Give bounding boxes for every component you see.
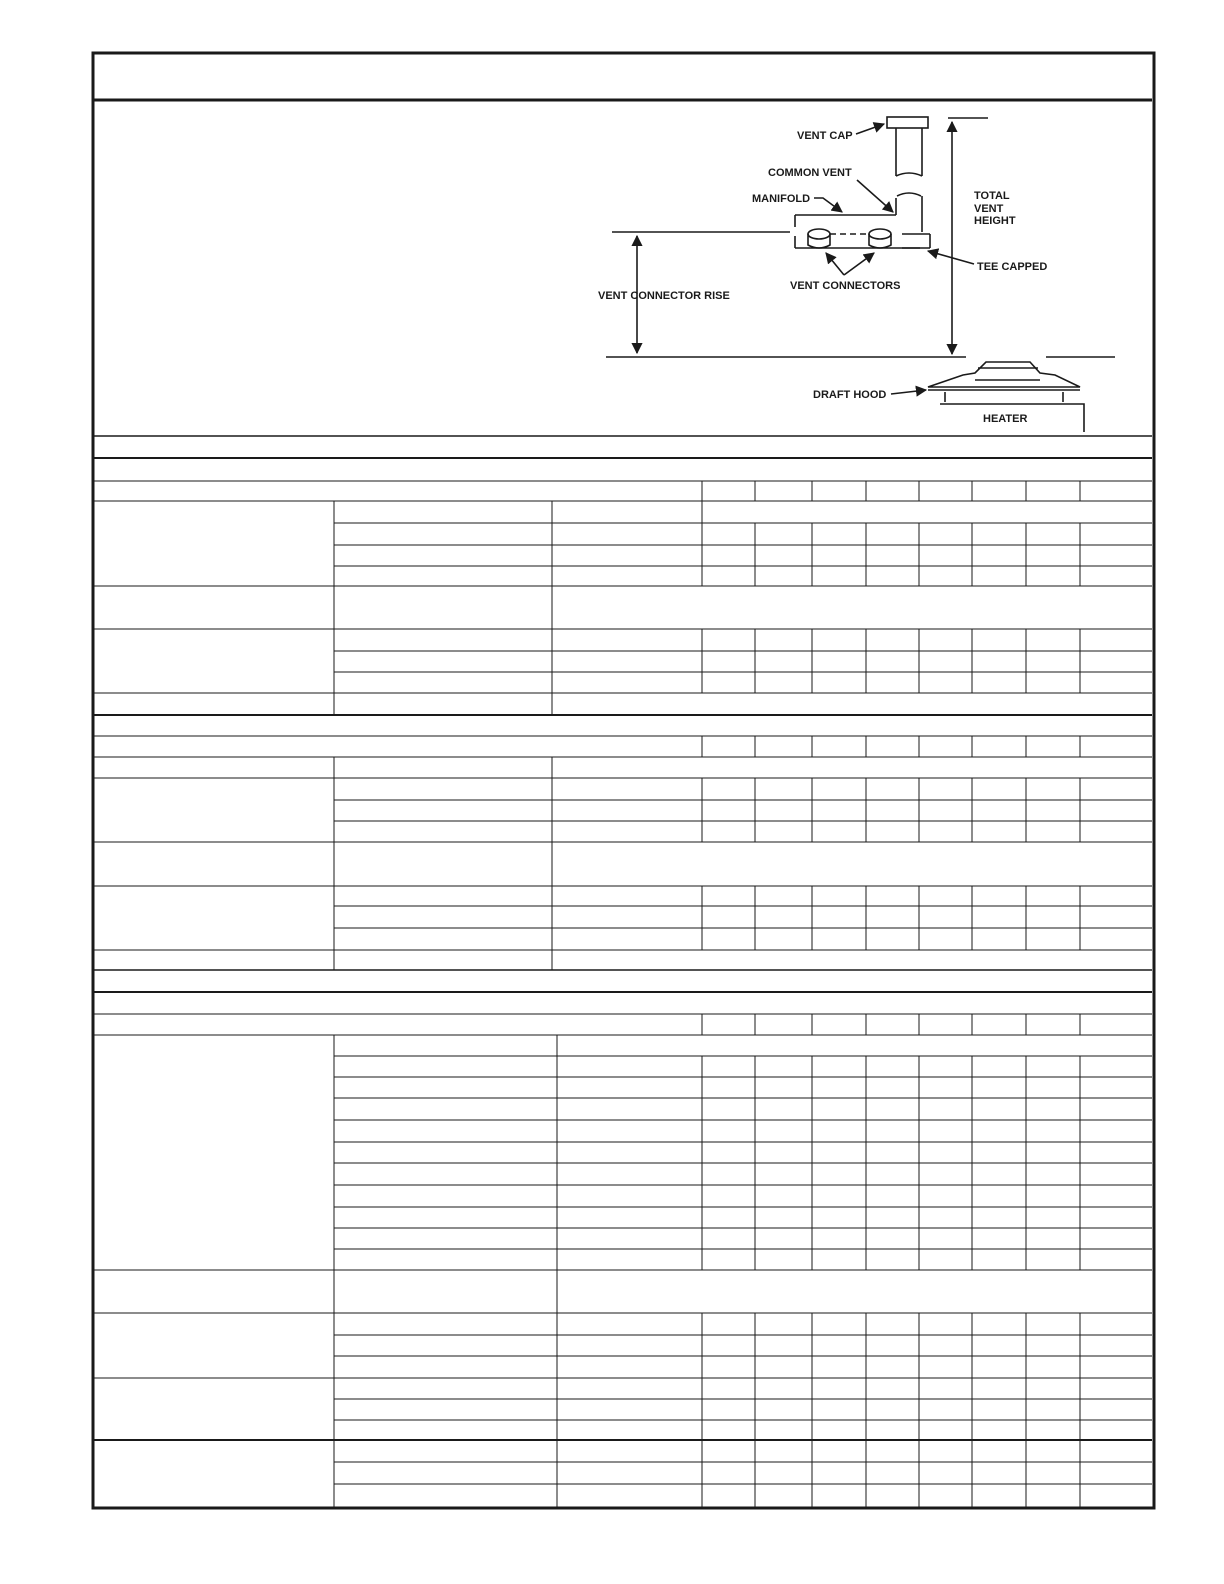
label-vent-connector-rise: VENT CONNECTOR RISE — [598, 290, 730, 302]
label-draft-hood: DRAFT HOOD — [813, 389, 887, 401]
label-total-vent-height-1: TOTAL — [974, 190, 1010, 202]
label-vent-cap: VENT CAP — [797, 130, 853, 142]
label-tee-capped: TEE CAPPED — [977, 261, 1048, 273]
form-grid — [93, 436, 1152, 1508]
label-common-vent: COMMON VENT — [768, 167, 852, 179]
label-total-vent-height-2: VENT — [974, 203, 1004, 215]
vent-diagram — [606, 117, 1115, 432]
vent-connector-1 — [808, 229, 830, 239]
vent-connector-2 — [869, 229, 891, 239]
vent-cap-shape — [887, 117, 928, 128]
label-total-vent-height-3: HEIGHT — [974, 215, 1016, 227]
label-vent-connectors: VENT CONNECTORS — [790, 280, 901, 292]
label-manifold: MANIFOLD — [752, 193, 811, 205]
label-heater: HEATER — [983, 413, 1028, 425]
draft-hood-shape — [928, 362, 1080, 387]
